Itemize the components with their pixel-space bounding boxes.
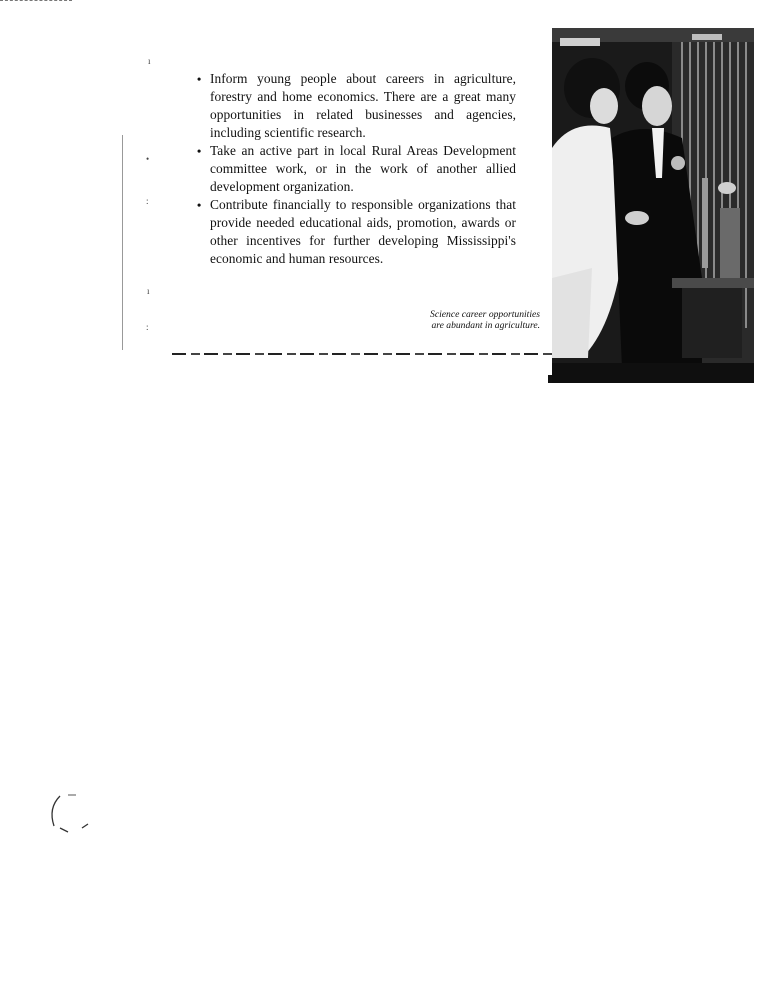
list-item bbox=[196, 196, 516, 268]
lab-photo-illustration bbox=[552, 28, 754, 383]
margin-mark: ı bbox=[147, 286, 150, 296]
recommendation-list bbox=[196, 70, 516, 268]
bullet-icon: • bbox=[197, 198, 202, 212]
margin-line bbox=[122, 135, 123, 350]
bullet-icon: • bbox=[197, 72, 202, 86]
bullet-icon: • bbox=[197, 144, 202, 158]
list-item bbox=[196, 142, 516, 196]
margin-mark: : bbox=[146, 196, 149, 206]
photo-caption: Science career opportunities are abundant in agriculture. bbox=[430, 309, 540, 331]
bullet-text: Contribute financially to responsible organizations that provide needed educational aids, promotion, awards or other incentives for further developing Mississippi's economic and human resources. bbox=[210, 197, 516, 266]
scan-edge-marks bbox=[0, 0, 72, 4]
margin-mark: ı bbox=[148, 56, 151, 66]
bullet-text: Inform young people about careers in agriculture, forestry and home economics. There are a great many opportunities in related businesses and agencies, including scientific research. bbox=[210, 71, 516, 140]
scan-bracket-mark bbox=[46, 792, 96, 836]
bullet-text: Take an active part in local Rural Areas Development committee work, or in the work of another allied development organization. bbox=[210, 143, 516, 194]
science-lab-photo bbox=[552, 28, 754, 383]
list-item bbox=[196, 70, 516, 142]
margin-mark: : bbox=[146, 322, 149, 332]
margin-mark: • bbox=[146, 154, 150, 164]
